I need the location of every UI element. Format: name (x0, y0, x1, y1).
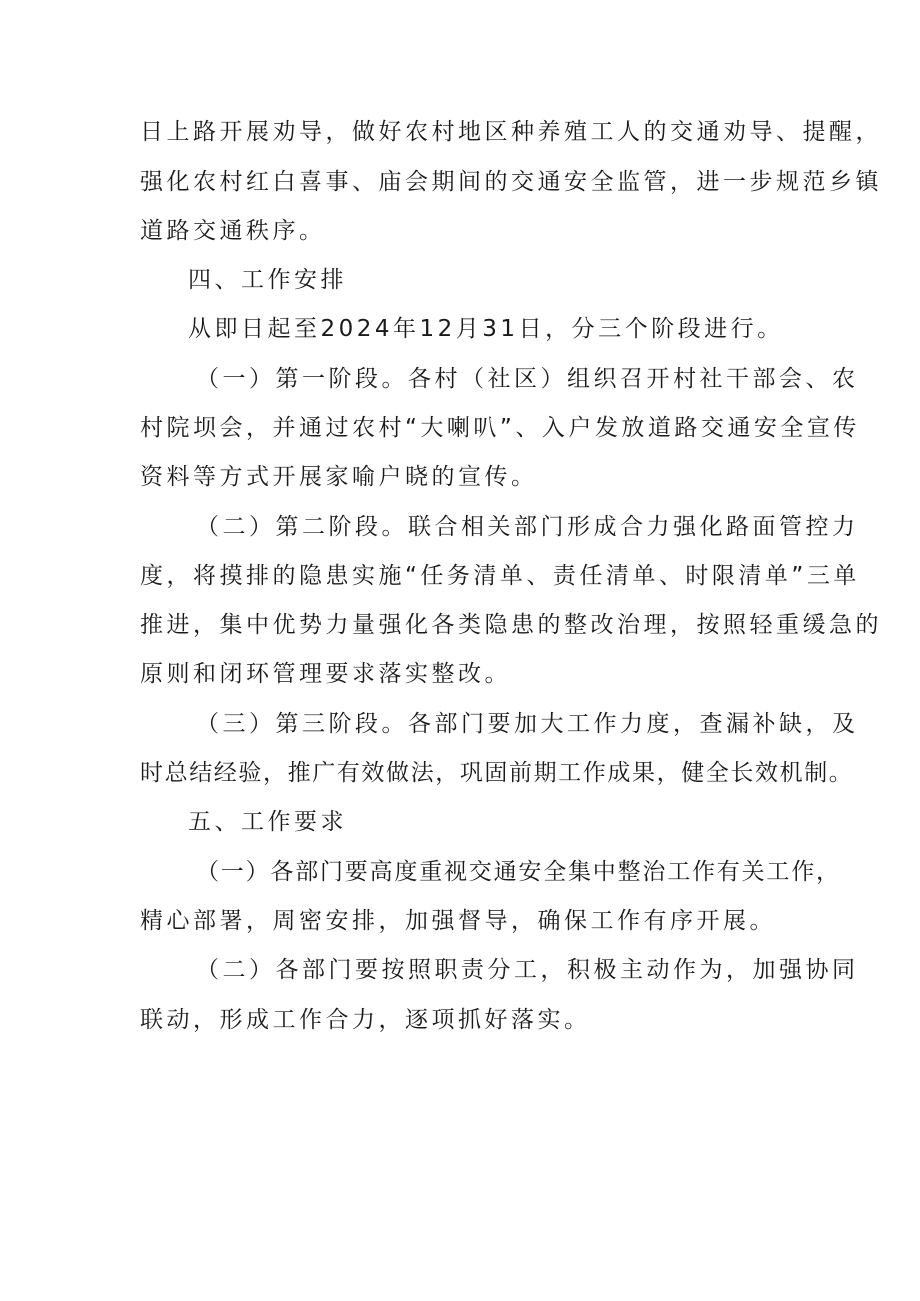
body-line: 精心部署，周密安排，加强督导，确保工作有序开展。 (140, 908, 776, 934)
body-line: 强化农村红白喜事、庙会期间的交通安全监管，进一步规范乡镇 (140, 169, 882, 195)
body-line: 度，将摸排的隐患实施“任务清单、责任清单、时限清单”三单 (140, 563, 860, 589)
body-line: （一）各部门要高度重视交通安全集中整治工作有关工作， (196, 859, 841, 885)
body-line: （二）第二阶段。联合相关部门形成合力强化路面管控力 (196, 514, 859, 540)
section-heading-5: 五、工作要求 (188, 809, 347, 835)
section-heading-4: 四、工作安排 (188, 267, 347, 293)
body-line: 村院坝会，并通过农村“大喇叭”、入户发放道路交通安全宣传 (140, 415, 860, 441)
body-line: （一）第一阶段。各村（社区）组织召开村社干部会、农 (196, 366, 859, 392)
body-line: 联动，形成工作合力，逐项抓好落实。 (140, 1007, 591, 1033)
body-line: （二）各部门要按照职责分工，积极主动作为，加强协同 (196, 957, 859, 983)
body-line: 时总结经验，推广有效做法，巩固前期工作成果，健全长效机制。 (140, 760, 854, 786)
body-line: 资料等方式开展家喻户晓的宣传。 (140, 464, 538, 490)
body-line: 从即日起至2024年12月31日，分三个阶段进行。 (188, 316, 784, 342)
body-line: 道路交通秩序。 (140, 218, 326, 244)
body-line: （三）第三阶段。各部门要加大工作力度，查漏补缺，及 (196, 711, 859, 737)
body-line: 日上路开展劝导，做好农村地区种养殖工人的交通劝导、提醒， (140, 119, 882, 145)
body-line: 原则和闭环管理要求落实整改。 (140, 661, 511, 687)
body-line: 推进，集中优势力量强化各类隐患的整改治理，按照轻重缓急的 (140, 612, 882, 638)
